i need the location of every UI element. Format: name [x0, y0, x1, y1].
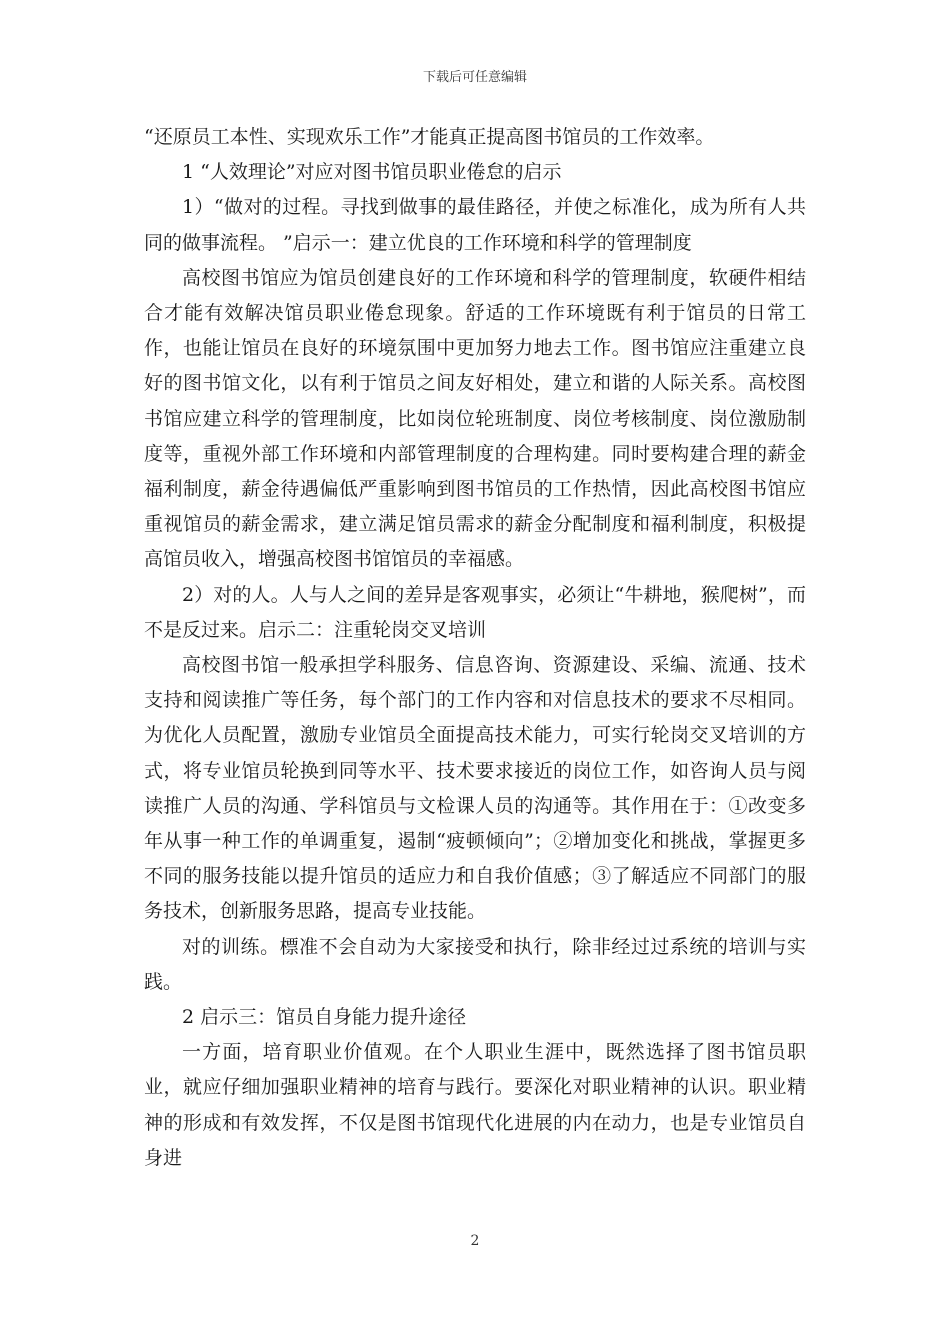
- page-number: 2: [470, 1233, 480, 1249]
- body-text: [144, 120, 806, 1176]
- paragraph-4: 对的训练。標准不会自动为大家接受和执行，除非经过过系统的培训与实践。: [144, 935, 806, 993]
- subheading-2: 2）对的人。人与人之间的差异是客观事实，必须让“牛耕地，猴爬树”，而不是反过来。启示二：注重轮岗交叉培训: [144, 583, 806, 641]
- paragraph-2: 高校图书馆应为馆员创建良好的工作环境和科学的管理制度，软硬件相结合才能有效解决馆员职业倦怠现象。舒适的工作环境既有利于馆员的日常工作，也能让馆员在良好的环境氛围中更加努力地去工作。图书馆应注重建立良好的图书馆文化，以有利于馆员之间友好相处，建立和谐的人际关系。高校图书馆应建立科学的管理制度，比如岗位轮班制度、岗位考核制度、岗位激励制度等，重视外部工作环境和内部管理制度的合理构建。同时要构建合理的薪金福利制度，薪金待遇偏低严重影响到图书馆员的工作热情，因此高校图书馆应重视馆员的薪金需求，建立满足馆员需求的薪金分配制度和福利制度，积极提高馆员收入，增强高校图书馆馆员的幸福感。: [144, 266, 806, 571]
- paragraph-3: 高校图书馆一般承担学科服务、信息咨询、资源建设、采编、流通、技术支持和阅读推广等任务，每个部门的工作内容和对信息技术的要求不尽相同。为优化人员配置，激励专业馆员全面提高技术能力，可实行轮岗交叉培训的方式，将专业馆员轮换到同等水平、技术要求接近的岗位工作，如咨询人员与阅读推广人员的沟通、学科馆员与文检课人员的沟通等。其作用在于：①改变多年从事一种工作的单调重复，遏制“疲顿倾向”；②增加变化和挑战，掌握更多不同的服务技能以提升馆员的适应力和自我价值感；③了解适应不同部门的服务技术，创新服务思路，提高专业技能。: [144, 654, 806, 923]
- subheading-1: 1）“做对的过程。寻找到做事的最佳路径，并使之标准化，成为所有人共同的做事流程。 ”启示一：建立优良的工作环境和科学的管理制度: [144, 196, 806, 254]
- section-heading-2: 2 启示三：馆员自身能力提升途径: [182, 1006, 467, 1029]
- paragraph-5: 一方面，培育职业价值观。在个人职业生涯中，既然选择了图书馆员职业，就应仔细加强职业精神的培育与践行。要深化对职业精神的认识。职业精神的形成和有效发挥，不仅是图书馆现代化进展的内在动力，也是专业馆员自身进: [144, 1041, 806, 1169]
- page-header: 下载后可任意编辑: [422, 70, 527, 85]
- section-heading-1: 1 “人效理论”对应对图书馆员职业倦怠的启示: [182, 161, 562, 184]
- paragraph-1: “还原员工本性、实现欢乐工作”才能真正提高图书馆员的工作效率。: [144, 126, 715, 148]
